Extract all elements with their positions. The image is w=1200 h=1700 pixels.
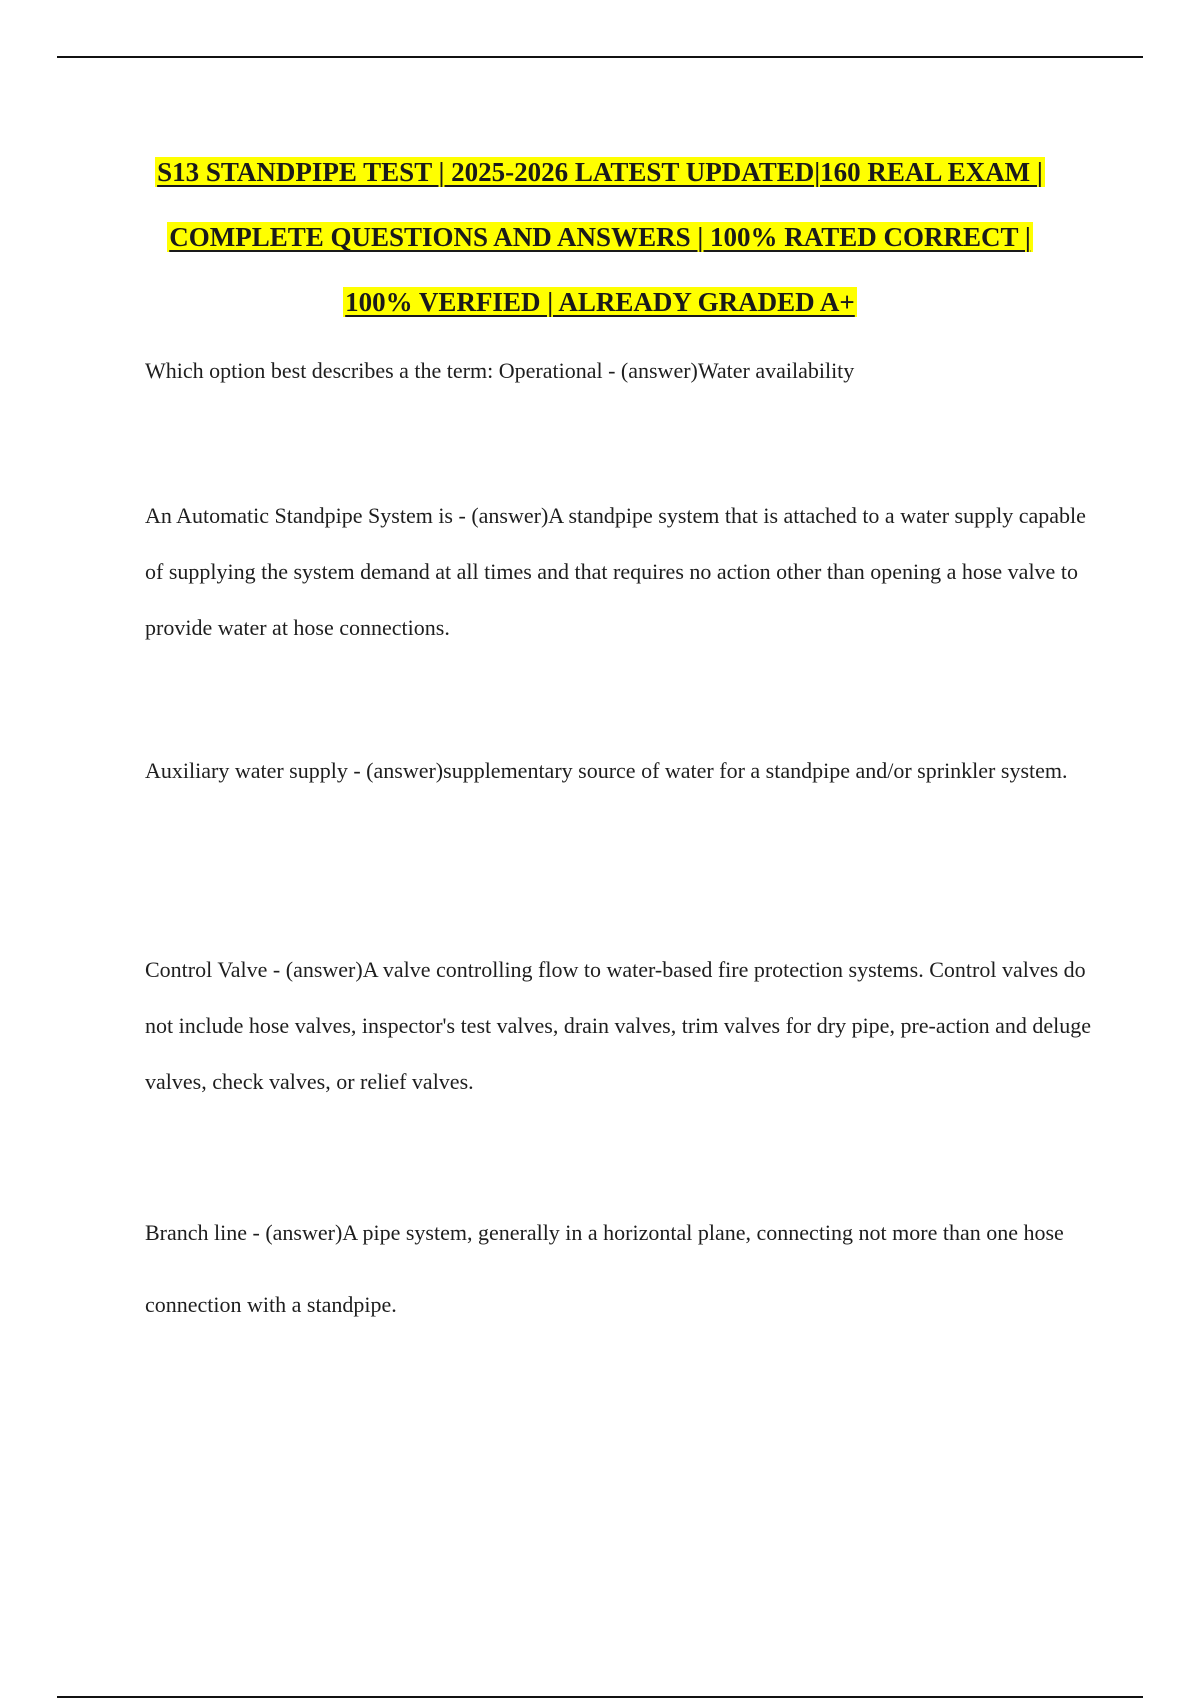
qa-entry-automatic-standpipe: An Automatic Standpipe System is - (answer)A standpipe system that is attached to a water supply capable of supplying the system demand at all times and that requires no action other than opening a hose valve to provide water at hose connections.	[145, 503, 1086, 640]
qa-entry-control-valve: Control Valve - (answer)A valve controlling flow to water-based fire protection systems. Control valves do not include hose valves, inspector's test valves, drain valves, trim valves for dry pipe, pre-action and deluge valves, check valves, or relief valves.	[145, 957, 1092, 1094]
title-highlight-1: S13 STANDPIPE TEST | 2025-2026 LATEST UPDATED|160 REAL EXAM |	[157, 157, 1043, 187]
document-title	[100, 140, 1100, 335]
qa-entry-operational: Which option best describes a the term: Operational - (answer)Water availability	[145, 358, 855, 383]
title-line-1	[100, 140, 1100, 205]
title-line-2	[100, 205, 1100, 270]
title-highlight-3: 100% VERFIED | ALREADY GRADED A+	[345, 287, 855, 317]
qa-entry-branch-line: Branch line - (answer)A pipe system, generally in a horizontal plane, connecting not more than one hose connection with a standpipe.	[145, 1220, 1064, 1317]
title-line-3	[100, 270, 1100, 335]
title-highlight-2: COMPLETE QUESTIONS AND ANSWERS | 100% RATED CORRECT |	[169, 222, 1031, 252]
top-rule	[57, 56, 1143, 58]
qa-entry-auxiliary-water-supply: Auxiliary water supply - (answer)supplementary source of water for a standpipe and/or sprinkler system.	[145, 758, 1068, 783]
bottom-rule	[57, 1696, 1143, 1698]
